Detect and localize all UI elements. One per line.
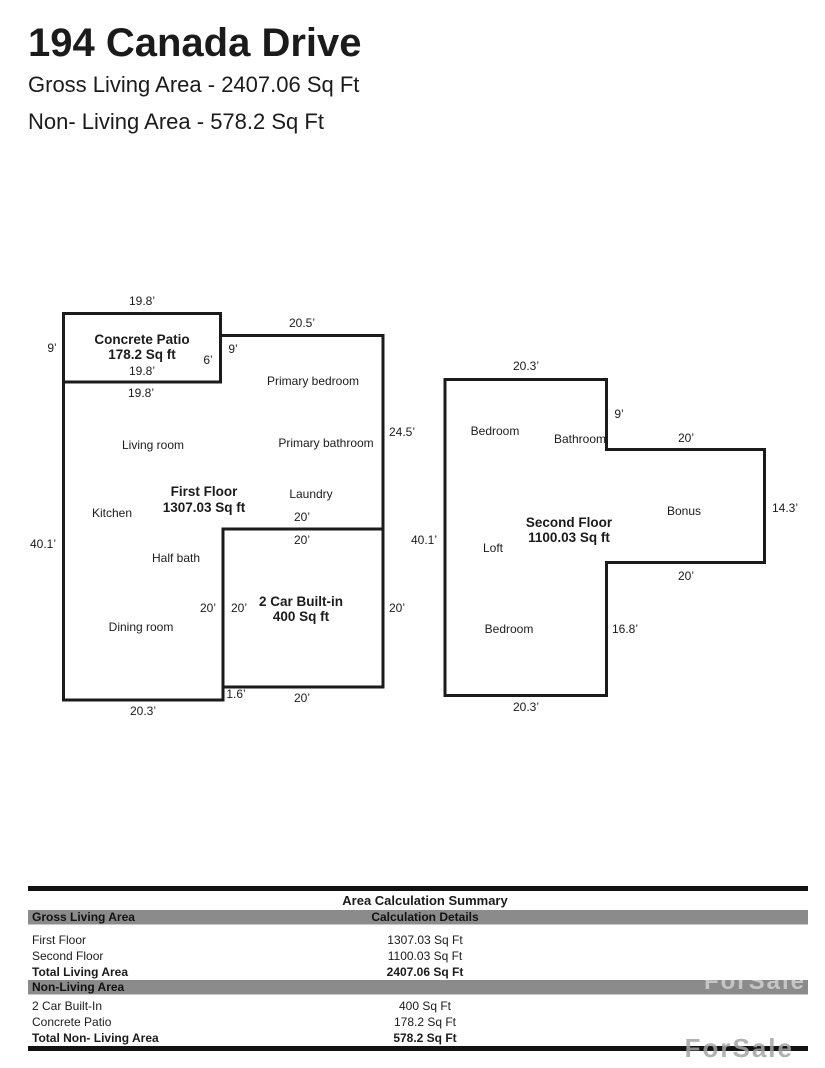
second-floor-title: Second Floor — [525, 515, 613, 530]
area-summary-table — [28, 886, 808, 1063]
gross-living-area-line: Gross Living Area - 2407.06 Sq Ft — [28, 72, 360, 97]
patio-area: 178.2 Sq ft — [108, 347, 176, 362]
room-kitchen: Kitchen — [91, 506, 133, 520]
dim-lower-right: 16.8’ — [611, 622, 639, 636]
dim-first-floor-bottom: 20.3’ — [129, 704, 157, 718]
room-primary-bedroom: Primary bedroom — [266, 374, 360, 388]
garage-name: 2 Car Built-in — [258, 594, 344, 609]
watermark: ForSale — [703, 968, 806, 995]
watermark: ForSale — [684, 1033, 794, 1063]
dim-top-right: 20.5’ — [288, 316, 316, 330]
second-floor-area: 1100.03 Sq ft — [528, 530, 610, 545]
dim-first-floor-right: 24.5’ — [388, 425, 416, 439]
dim-garage-right: 20’ — [388, 601, 406, 615]
room-loft: Loft — [482, 541, 504, 555]
dim-first-floor-left: 40.1’ — [29, 537, 57, 551]
gross-living-header: Gross Living Area — [32, 910, 135, 924]
patio-name: Concrete Patio — [94, 332, 190, 347]
dim-garage-bottom: 20’ — [293, 691, 311, 705]
garage-area: 400 Sq ft — [272, 609, 330, 624]
dim-below-patio: 19.8’ — [127, 386, 155, 400]
dim-garage-left-inner: 20’ — [230, 601, 248, 615]
first-floor-title: First Floor — [170, 484, 238, 499]
dim-patio-bottom: 19.8’ — [128, 364, 156, 378]
dim-bonus-right: 14.3’ — [771, 501, 799, 515]
table-row-garage — [28, 998, 808, 1014]
row-label: Total Living Area — [32, 965, 129, 979]
row-value: 2407.06 Sq Ft — [386, 965, 464, 979]
row-value: 178.2 Sq Ft — [393, 1015, 457, 1029]
room-dining-room: Dining room — [108, 620, 174, 634]
dim-patio-right: 9’ — [228, 342, 238, 356]
row-value: 400 Sq Ft — [398, 999, 452, 1013]
dim-patio-left: 9’ — [47, 341, 57, 355]
row-value: 578.2 Sq Ft — [393, 1031, 457, 1045]
dim-bonus-bottom: 20’ — [677, 569, 695, 583]
non-living-area-line: Non- Living Area - 578.2 Sq Ft — [28, 109, 324, 134]
dim-second-floor-left: 40.1’ — [410, 533, 438, 547]
table-row-patio — [28, 1014, 808, 1030]
dim-second-floor-bottom: 20.3’ — [512, 700, 540, 714]
row-value: 1100.03 Sq Ft — [387, 949, 463, 963]
dim-patio-top: 19.8’ — [128, 294, 156, 308]
table-row-total-living — [28, 964, 808, 980]
table-row-second-floor — [28, 948, 808, 964]
non-living-header: Non-Living Area — [32, 980, 125, 994]
room-laundry: Laundry — [289, 487, 333, 501]
table-title: Area Calculation Summary — [342, 893, 508, 908]
dim-bonus-top: 20’ — [677, 431, 695, 445]
row-label: Total Non- Living Area — [32, 1031, 159, 1045]
first-floor-area: 1307.03 Sq ft — [162, 500, 246, 515]
dim-garage-top-outer: 20’ — [293, 510, 311, 524]
room-living-room: Living room — [121, 438, 185, 452]
room-half-bath: Half bath — [151, 551, 201, 565]
room-bonus: Bonus — [666, 504, 702, 518]
room-bathroom: Bathroom — [553, 432, 607, 446]
dim-jog: 1.6’ — [226, 687, 246, 701]
row-label: First Floor — [32, 933, 86, 947]
row-label: Concrete Patio — [32, 1015, 112, 1029]
calculation-details-header: Calculation Details — [371, 910, 479, 924]
page-title: 194 Canada Drive — [28, 21, 362, 65]
dim-garage-top-inner: 20’ — [293, 533, 311, 547]
gross-living-rows — [28, 925, 808, 980]
dim-garage-left-outer: 20’ — [199, 601, 217, 615]
room-primary-bathroom: Primary bathroom — [278, 436, 374, 450]
row-label: Second Floor — [32, 949, 104, 963]
room-bedroom-upper: Bedroom — [470, 424, 520, 438]
dim-step: 6’ — [203, 353, 213, 367]
dim-second-floor-top: 20.3’ — [512, 359, 540, 373]
row-value: 1307.03 Sq Ft — [387, 933, 463, 947]
table-top-rule — [28, 886, 808, 891]
section-header-gross-living — [28, 910, 808, 925]
row-label: 2 Car Built-In — [32, 999, 103, 1013]
table-row-first-floor — [28, 932, 808, 948]
room-bedroom-lower: Bedroom — [484, 622, 534, 636]
dim-notch-right: 9’ — [614, 407, 624, 421]
